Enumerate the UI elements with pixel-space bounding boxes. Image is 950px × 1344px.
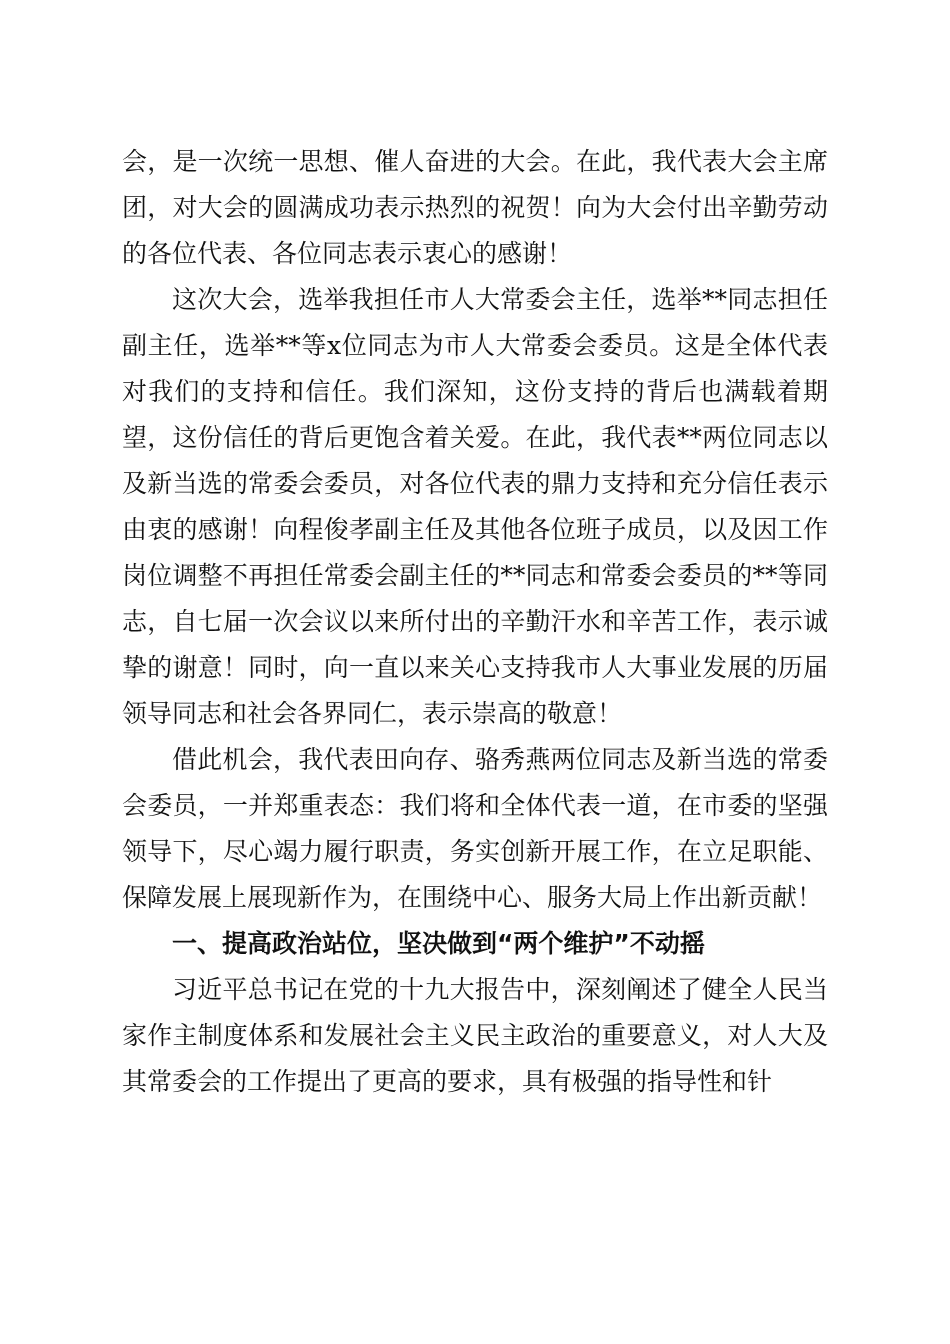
paragraph-continuation: 会，是一次统一思想、催人奋进的大会。在此，我代表大会主席团，对大会的圆满成功表示热烈的祝贺！向为大会付出辛勤劳动的各位代表、各位同志表示衷心的感谢！ — [122, 147, 828, 268]
paragraph-election: 这次大会，选举我担任市人大常委会主任，选举**同志担任副主任，选举**等x位同志为市人大常委会委员。这是全体代表对我们的支持和信任。我们深知，这份支持的背后也满载着期望，这份信任的背后更饱含着关爱。在此，我代表**两位同志以及新当选的常委会委员，对各位代表的鼎力支持和充分信任表示由衷的感谢！向程俊孝副主任及其他各位班子成员，以及因工作岗位调整不再担任常委会副主任的**同志和常委会委员的**等同志，自七届一次会议以来所付出的辛勤汗水和辛苦工作，表示诚挚的谢意！同时，向一直以来关心支持我市人大事业发展的历届领导同志和社会各界同仁，表示崇高的敬意！ — [122, 285, 828, 728]
document-body — [122, 139, 828, 1105]
paragraph-pledge: 借此机会，我代表田向存、骆秀燕两位同志及新当选的常委会委员，一并郑重表态：我们将和全体代表一道，在市委的坚强领导下，尽心竭力履行职责，务实创新开展工作，在立足职能、保障发展上展现新作为，在围绕中心、服务大局上作出新贡献！ — [122, 745, 828, 912]
paragraph-section-one: 习近平总书记在党的十九大报告中，深刻阐述了健全人民当家作主制度体系和发展社会主义民主政治的重要意义，对人大及其常委会的工作提出了更高的要求，具有极强的指导性和针 — [122, 975, 828, 1096]
section-heading: 一、提高政治站位，坚决做到“两个维护”不动摇 — [172, 929, 705, 958]
